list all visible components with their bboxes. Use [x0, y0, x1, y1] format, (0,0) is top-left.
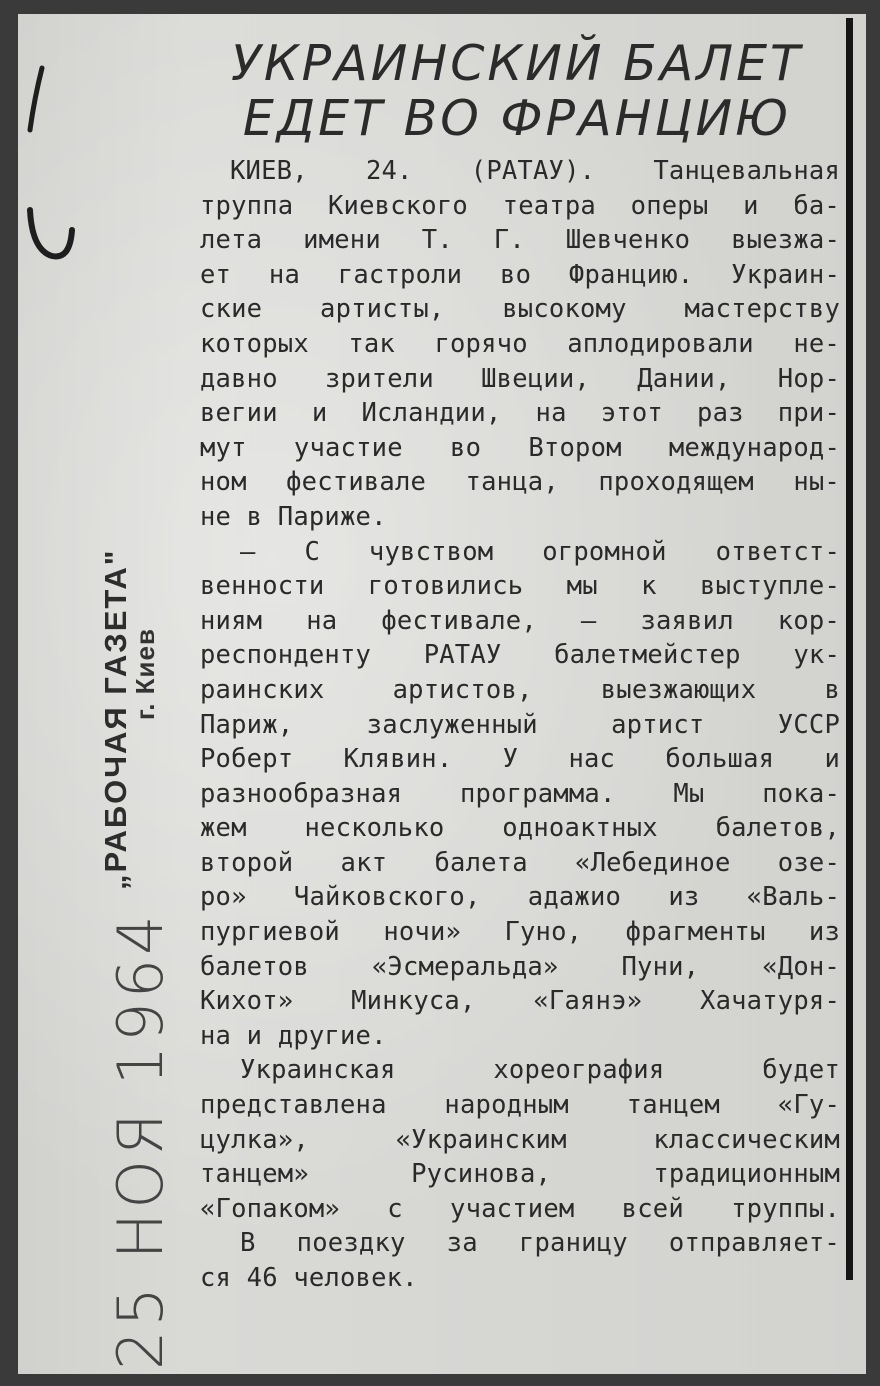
article-body [200, 154, 840, 1296]
article-line [200, 1088, 840, 1123]
article-line-text: балетов «Эсмеральда» Пуни, «Дон- [200, 951, 840, 982]
article-line-text: ет на гастроли во Францию. Украин- [200, 259, 840, 290]
article-line [200, 154, 840, 189]
article-line [200, 569, 840, 604]
article-line-text: ном фестивале танца, проходящем ны- [200, 467, 840, 498]
headline-line: ЕДЕТ ВО ФРАНЦИЮ [242, 90, 792, 147]
article-line-text: труппа Киевского театра оперы и ба- [200, 190, 840, 221]
article-line [200, 535, 840, 570]
article-line-text: вегии и Исландии, на этот раз при- [200, 398, 840, 429]
article-line-text: пургиевой ночи» Гуно, фрагменты из [200, 917, 840, 948]
article-line [200, 1157, 840, 1192]
article-line [200, 1261, 840, 1296]
article-line [200, 777, 840, 812]
article-line-text: разнообразная программа. Мы пока- [200, 778, 840, 809]
article-line-text: второй акт балета «Лебединое озе- [200, 847, 840, 878]
article-line [200, 673, 840, 708]
article-line [200, 950, 840, 985]
article-line [200, 880, 840, 915]
article-clipping [190, 30, 838, 1330]
article-line [200, 396, 840, 431]
article-line [200, 811, 840, 846]
article-line [200, 500, 840, 535]
article-line [200, 1123, 840, 1158]
article-line-text: ские артисты, высокому мастерству [200, 294, 840, 325]
article-line [200, 1019, 840, 1054]
article-line [200, 984, 840, 1019]
article-line [200, 431, 840, 466]
sheet-edge-shadow [846, 18, 853, 1280]
article-line [200, 708, 840, 743]
article-line [200, 846, 840, 881]
article-line-text: которых так горячо аплодировали не- [200, 328, 840, 359]
article-line [200, 742, 840, 777]
article-line-text: КИЕВ, 24. (РАТАУ). Танцевальная [230, 156, 840, 186]
article-line-text: ся 46 человек. [200, 1263, 418, 1293]
newspaper-city-label: г. Киев [130, 628, 160, 720]
article-line [200, 1226, 840, 1261]
article-line-text: Украинская хореография будет [240, 1055, 840, 1086]
article-line [200, 465, 840, 500]
article-line-text: лета имени Т. Г. Шевченко выезжа- [200, 225, 840, 256]
article-line-text: респонденту РАТАУ балетмейстер ук- [200, 640, 840, 671]
article-line-text: Кихот» Минкуса, «Гаянэ» Хачатуря- [200, 986, 840, 1017]
article-line-text: представлена народным танцем «Гу- [200, 1090, 840, 1121]
article-line-text: — С чувством огромной ответст- [240, 536, 840, 567]
article-line-text: танцем» Русинова, традиционным [200, 1159, 840, 1190]
article-line-text: на и другие. [200, 1020, 387, 1051]
headline-line: УКРАИНСКИЙ БАЛЕТ [231, 35, 803, 92]
article-line-text: Париж, заслуженный артист УССР [200, 709, 840, 740]
article-line [200, 189, 840, 224]
article-line [200, 223, 840, 258]
date-stamp: 25 НОЯ 1964 [104, 911, 177, 1370]
article-line [200, 915, 840, 950]
article-line-text: В поездку за границу отправляет- [240, 1228, 840, 1259]
article-line-text: Роберт Клявин. У нас большая и [200, 744, 840, 775]
article-line-text: «Гопаком» с участием всей труппы. [200, 1193, 840, 1224]
article-line [200, 604, 840, 639]
pen-mark-icon [22, 60, 82, 270]
article-line-text: мут участие во Втором международ- [200, 432, 840, 463]
newspaper-source-label: „РАБОЧАЯ ГАЗЕТА" [98, 548, 133, 890]
article-line-text: цулка», «Украинским классическим [200, 1124, 840, 1155]
article-line-text: ро» Чайковского, адажио из «Валь- [200, 882, 840, 913]
article-line-text: жем несколько одноактных балетов, [200, 813, 840, 844]
article-line-text: давно зрители Швеции, Дании, Нор- [200, 363, 840, 394]
article-line-text: ниям на фестивале, — заявил кор- [200, 605, 840, 636]
article-line [200, 638, 840, 673]
article-line-text: раинских артистов, выезжающих в [200, 674, 840, 705]
article-line-text: не в Париже. [200, 501, 387, 532]
article-line [200, 362, 840, 397]
article-line [200, 258, 840, 293]
article-line [200, 292, 840, 327]
article-line [200, 1192, 840, 1227]
article-line [200, 1053, 840, 1088]
article-headline [202, 36, 832, 146]
article-line-text: венности готовились мы к выступле- [200, 571, 840, 602]
article-line [200, 327, 840, 362]
